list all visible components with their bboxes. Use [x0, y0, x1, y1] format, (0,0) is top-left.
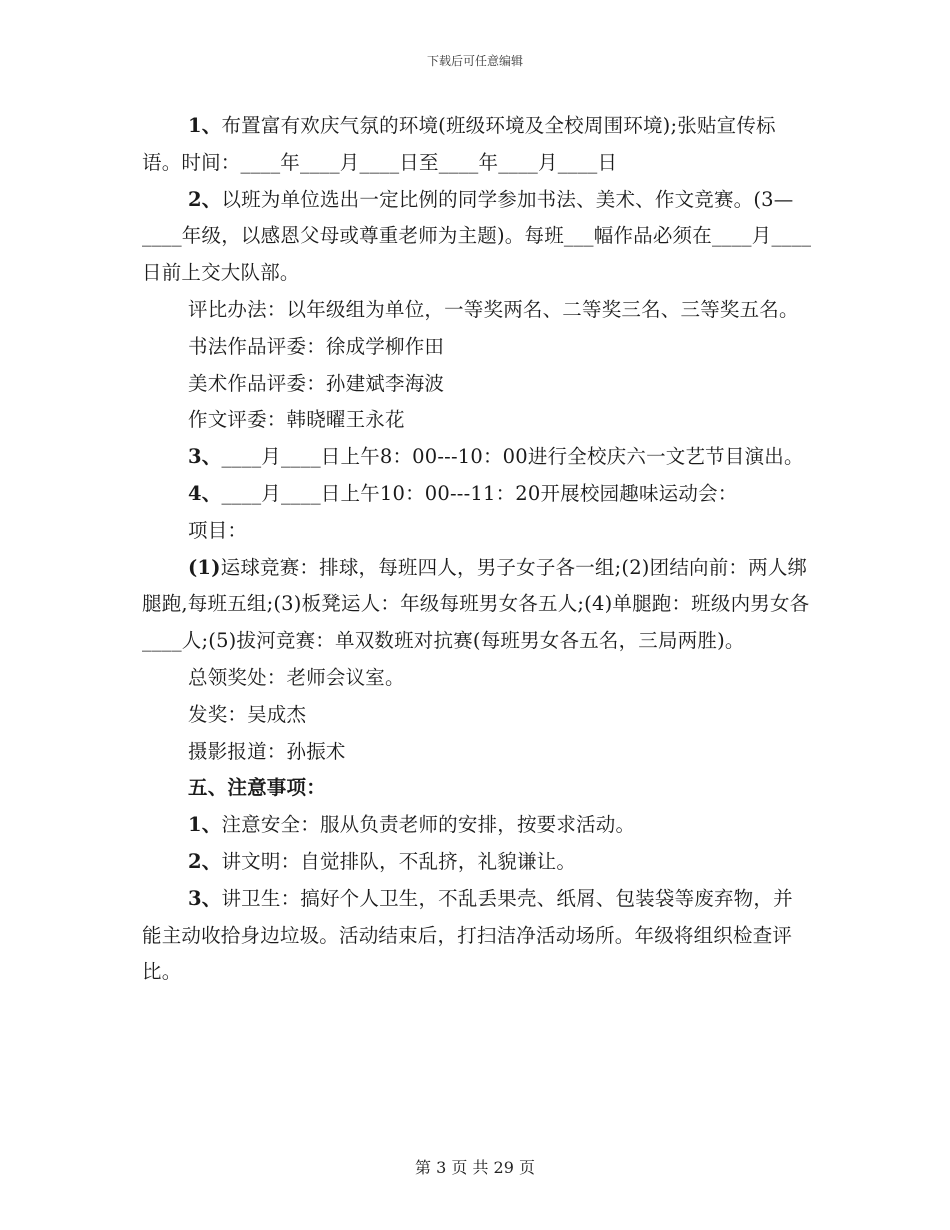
- paragraph: [142, 660, 812, 697]
- paragraph-text: 运球竞赛：排球，每班四人，男子女子各一组;(2)团结向前：两人绑腿跑,每班五组;(3)板凳运人：年级每班男女各五人;(4)单腿跑：班级内男女各____人;(5)拔河竞赛：单双数班对抗赛(每班男女各五名，三局两胜)。: [142, 555, 810, 653]
- document-body: [142, 108, 812, 991]
- paragraph-text: 发奖：吴成杰: [188, 702, 307, 726]
- paragraph-text: 评比办法：以年级组为单位，一等奖两名、二等奖三名、三等奖五名。: [188, 297, 799, 321]
- paragraph-text: 美术作品评委：孙建斌李海波: [188, 371, 445, 395]
- paragraph-text: 讲文明：自觉排队，不乱挤，礼貌谦让。: [221, 849, 577, 873]
- paragraph-text: ____月____日上午10：00---11：20开展校园趣味运动会：: [221, 481, 738, 505]
- item-number: 2、: [188, 849, 222, 873]
- paragraph: [142, 366, 812, 403]
- paragraph: [142, 476, 812, 513]
- paragraph-text: 注意安全：服从负责老师的安排，按要求活动。: [221, 813, 636, 837]
- item-number: 1、: [188, 813, 222, 837]
- paragraph-text: 以班为单位选出一定比例的同学参加书法、美术、作文竞赛。(3—____年级，以感恩父母或尊重老师为主题)。每班___幅作品必须在____月____日前上交大队部。: [142, 187, 812, 285]
- paragraph: [142, 807, 812, 844]
- paragraph: [142, 329, 812, 366]
- page-footer: 第 3 页 共 29 页: [415, 1158, 535, 1177]
- paragraph-text: 作文评委：韩晓曜王永花: [188, 408, 405, 432]
- paragraph-text: 布置富有欢庆气氛的环境(班级环境及全校周围环境);张贴宣传标语。时间：____年____月____日至____年____月____日: [142, 114, 776, 174]
- item-number: (1): [188, 555, 221, 579]
- item-number: 3、: [188, 445, 222, 469]
- paragraph-text: ____月____日上午8：00---10：00进行全校庆六一文艺节目演出。: [221, 445, 804, 469]
- paragraph: [142, 108, 812, 182]
- paragraph: [142, 402, 812, 439]
- item-number: 1、: [188, 114, 222, 137]
- paragraph: [142, 844, 812, 881]
- paragraph-text: 总领奖处：老师会议室。: [188, 665, 405, 689]
- paragraph-text: 讲卫生：搞好个人卫生，不乱丢果壳、纸屑、包装袋等废弃物，并能主动收拾身边垃圾。活动结束后，打扫洁净活动场所。年级将组织检查评比。: [142, 886, 793, 984]
- paragraph: [142, 513, 812, 550]
- paragraph: [142, 292, 812, 329]
- item-number: 3、: [188, 886, 222, 910]
- paragraph: [142, 439, 812, 476]
- section-heading: [142, 770, 812, 807]
- paragraph-text: 项目：: [188, 518, 248, 542]
- paragraph-text: 摄影报道：孙振术: [188, 739, 346, 763]
- paragraph: [142, 734, 812, 771]
- paragraph-text: 书法作品评委：徐成学柳作田: [188, 334, 445, 358]
- item-number: 2、: [188, 187, 222, 211]
- paragraph: [142, 550, 812, 660]
- heading-text: 五、注意事项：: [188, 776, 326, 800]
- page-header: 下载后可任意编辑: [426, 54, 523, 68]
- paragraph: [142, 697, 812, 734]
- paragraph: [142, 182, 812, 292]
- paragraph: [142, 881, 812, 991]
- item-number: 4、: [188, 481, 222, 505]
